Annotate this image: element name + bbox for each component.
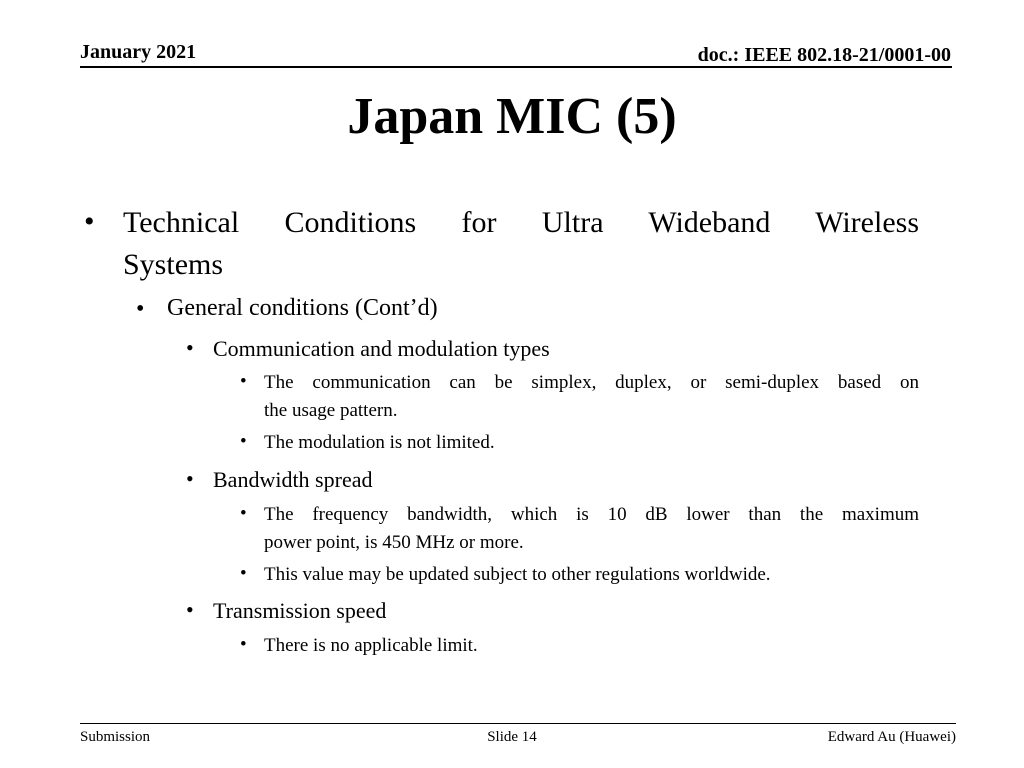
l1-text-line2: Systems — [123, 248, 224, 281]
bullet-level4: • — [240, 431, 247, 452]
l4-bandwidth-p2: This value may be updated subject to other regulations worldwide. — [264, 564, 771, 585]
l3-bandwidth: Bandwidth spread — [213, 467, 373, 492]
bullet-level3: • — [186, 335, 194, 360]
l2-general-conditions: General conditions (Cont’d) — [167, 295, 438, 321]
bullet-level4: • — [240, 563, 247, 584]
bullet-level4: • — [240, 503, 247, 524]
l4-bandwidth-p1-line1: The frequency bandwidth, which is 10 dB lower than the maximum — [264, 504, 919, 525]
bullet-level2: • — [136, 296, 145, 322]
bullet-level4: • — [240, 634, 247, 655]
header-date: January 2021 — [80, 41, 197, 63]
bullet-level3: • — [186, 597, 194, 622]
bullet-level4: • — [240, 371, 247, 392]
header-doc-id: doc.: IEEE 802.18-21/0001-00 — [697, 44, 951, 66]
bullet-level3: • — [186, 466, 194, 491]
footer-divider — [80, 723, 956, 724]
l3-transmission-speed: Transmission speed — [213, 598, 387, 623]
l3-communication: Communication and modulation types — [213, 336, 550, 361]
footer-slide-number: Slide 14 — [487, 729, 537, 745]
slide-title: Japan MIC (5) — [347, 88, 677, 145]
l4-comm-p1-line2: the usage pattern. — [264, 400, 398, 421]
l4-comm-p2: The modulation is not limited. — [264, 432, 495, 453]
l1-text-line1: Technical Conditions for Ultra Wideband Wireless — [123, 206, 919, 239]
header-divider — [80, 66, 952, 68]
footer-submission: Submission — [80, 729, 151, 745]
l4-comm-p1-line1: The communication can be simplex, duplex, or semi-duplex based on — [264, 372, 919, 393]
l4-bandwidth-p1-line2: power point, is 450 MHz or more. — [264, 532, 524, 553]
l4-speed-p1: There is no applicable limit. — [264, 635, 478, 656]
footer-author: Edward Au (Huawei) — [827, 729, 956, 745]
bullet-level1: • — [84, 205, 95, 238]
